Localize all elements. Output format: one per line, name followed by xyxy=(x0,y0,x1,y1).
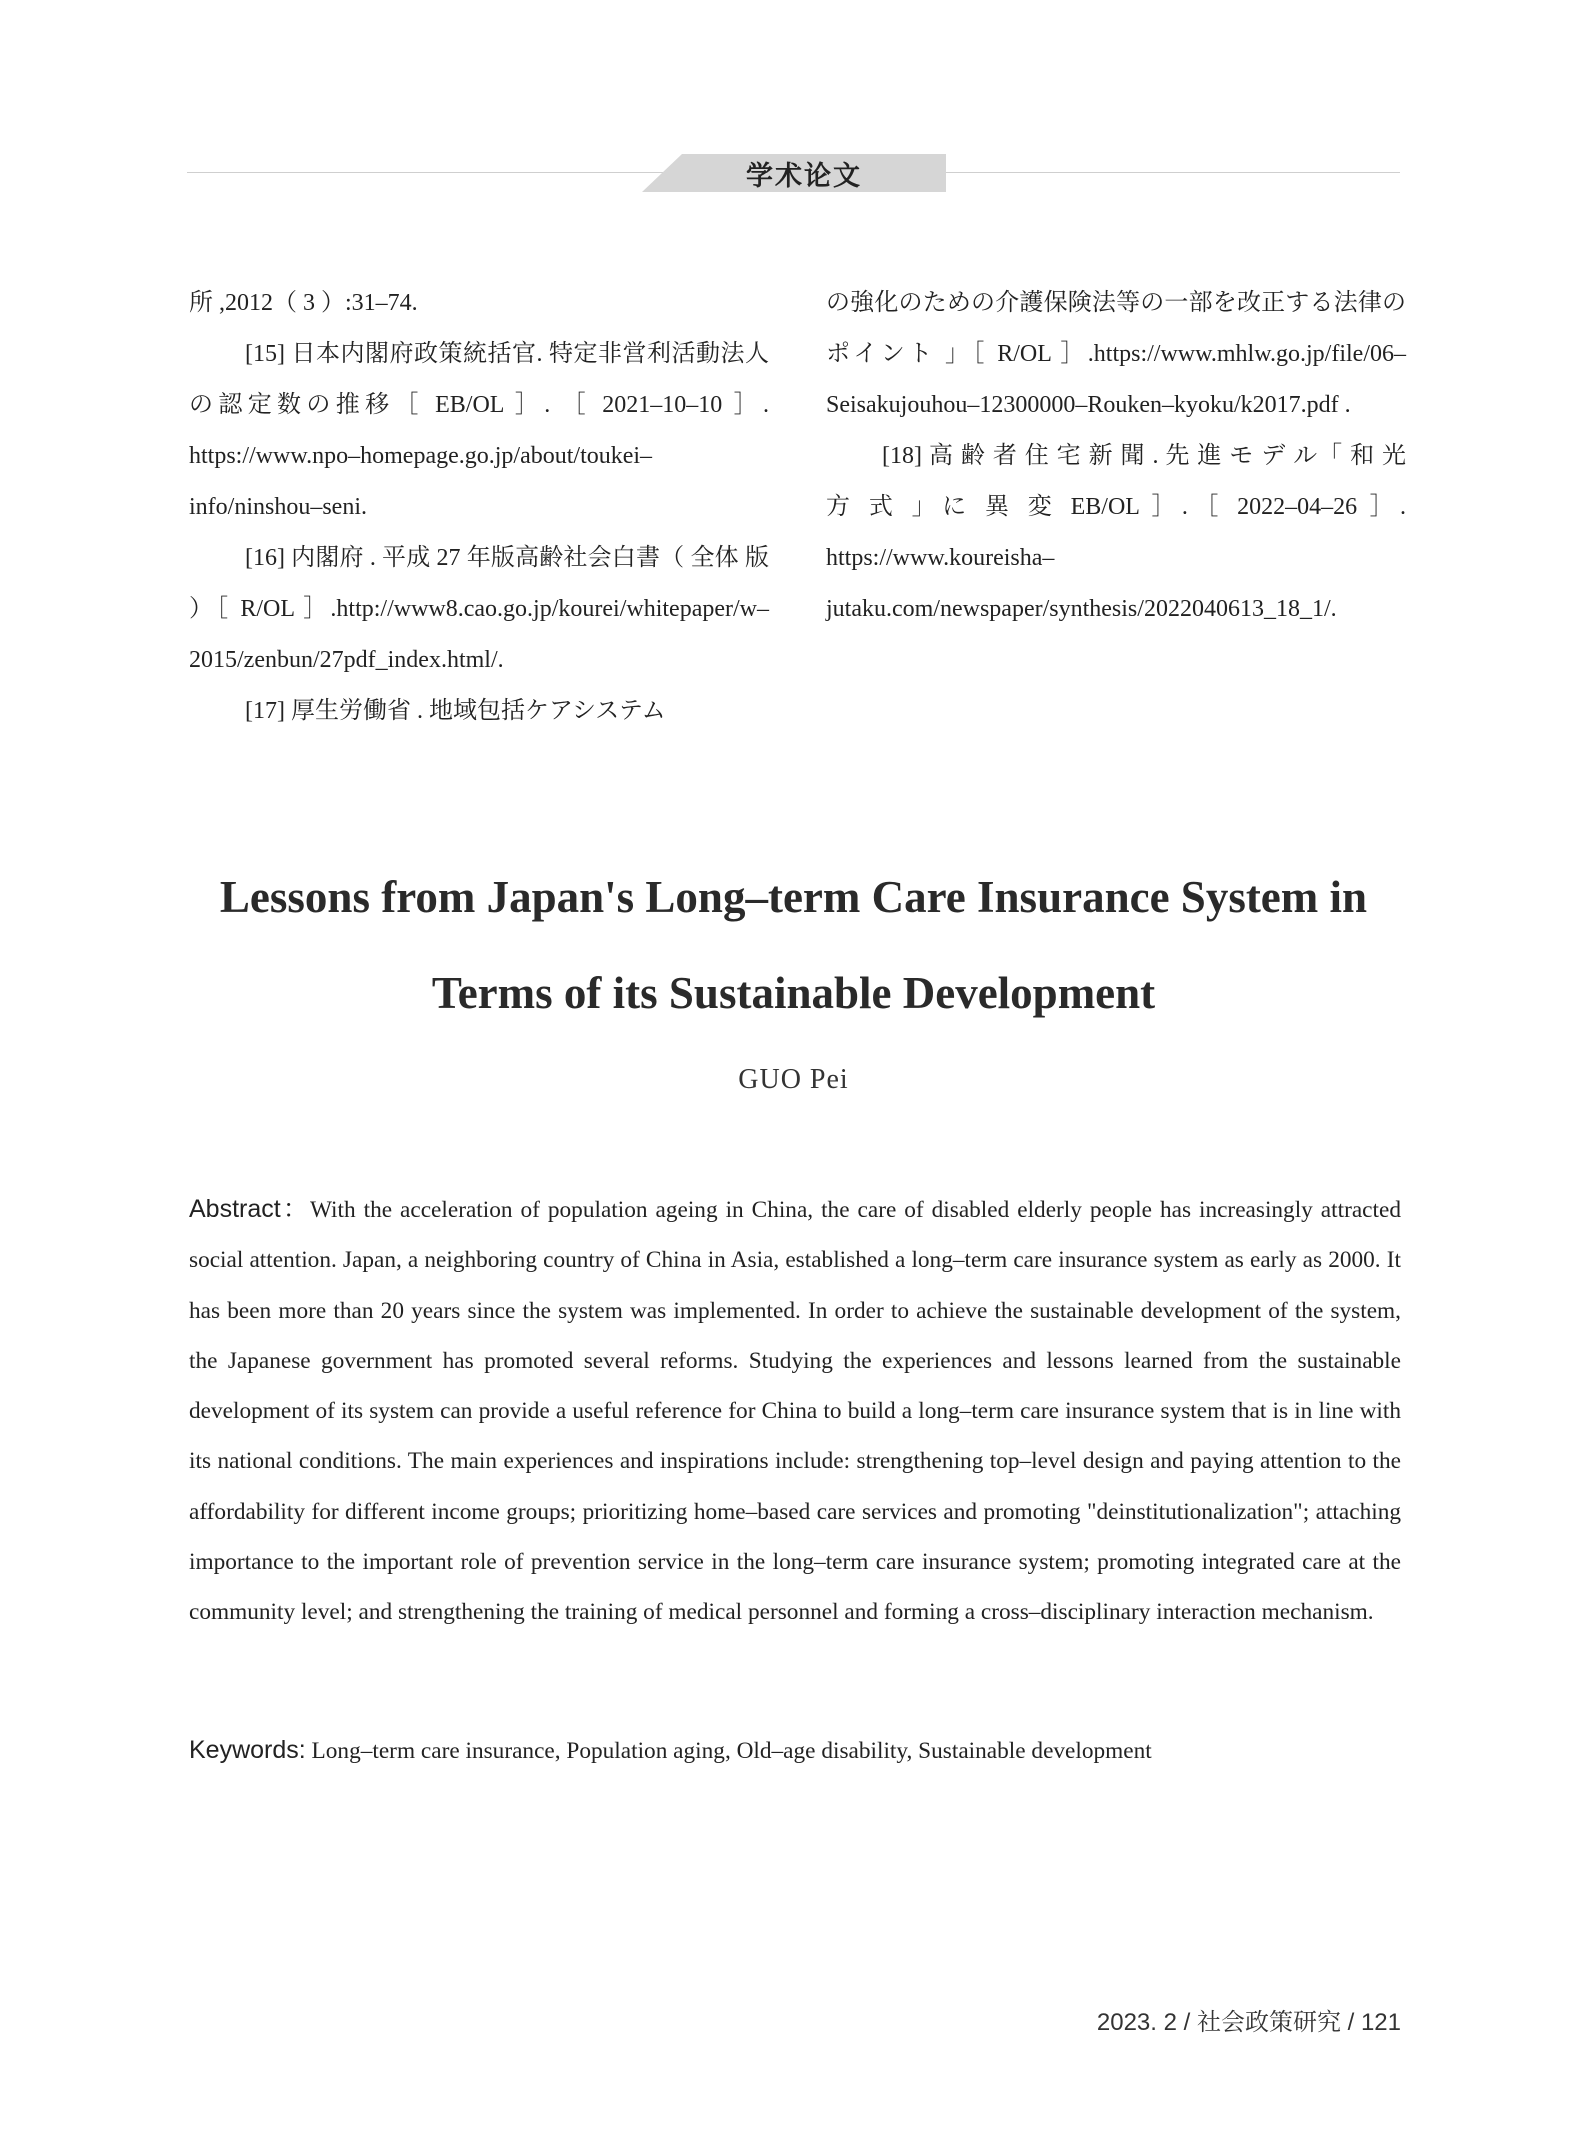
article-author: GUO Pei xyxy=(738,1064,849,1095)
reference-item: [15] 日本内閣府政策統括官. 特定非営利活動法人の認定数の推移［ EB/OL ］. ［ 2021–10–10 ］. https://www.npo–homepage.go.jp/about/toukei–info/ninshou–seni. xyxy=(189,341,769,520)
page-footer: 2023. 2 / 社会政策研究 / 121 xyxy=(1096,2009,1401,2036)
article-title-line-1: Lessons from Japan's Long–term Care Insurance System in xyxy=(219,872,1368,922)
abstract xyxy=(189,1184,1401,1638)
references-right-column xyxy=(826,278,1406,635)
references-left-column xyxy=(189,278,769,737)
keywords xyxy=(189,1730,1401,1771)
keywords-label: Keywords: xyxy=(189,1736,306,1764)
reference-item: [17] 厚生労働省 . 地域包括ケアシステム xyxy=(245,698,666,724)
reference-item: の強化のための介護保険法等の一部を改正する法律のポイント 」［ R/OL ］.https://www.mhlw.go.jp/file/06–Seisakujouhou–12300000–Rouken–kyoku/k2017.pdf . xyxy=(826,290,1406,418)
reference-item: 所 ,2012（ 3 ）:31–74. xyxy=(189,290,418,316)
reference-item: [16] 内閣府 . 平成 27 年版高齢社会白書（ 全体 版 ）［ R/OL ］.http://www8.cao.go.jp/kourei/whitepaper/w–2015/zenbun/27pdf_index.html/. xyxy=(189,545,769,673)
reference-item: [18] 高 齢 者 住 宅 新 聞 . 先 進 モ デ ル「 和 光 方 式 」に 異 変 EB/OL ］.［ 2022–04–26 ］. https://www.koureisha–jutaku.com/newspaper/synthesis/2022040613_18_1/. xyxy=(826,443,1406,622)
abstract-text: With the acceleration of population ageing in China, the care of disabled elderly people has increasingly attracted social attention. Japan, a neighboring country of China in Asia, established a long–term care insurance system as early as 2000. It has been more than 20 years since the system was implemented. In order to achieve the sustainable development of the system, the Japanese government has promoted several reforms. Studying the experiences and lessons learned from the sustainable development of its system can provide a useful reference for China to build a long–term care insurance system that is in line with its national conditions. The main experiences and inspirations include: strengthening top–level design and paying attention to the affordability for different income groups; prioritizing home–based care services and promoting "deinstitutionalization"; attaching importance to the important role of prevention service in the long–term care insurance system; promoting integrated care at the community level; and strengthening the training of medical personnel and forming a cross–disciplinary interaction mechanism. xyxy=(189,1197,1401,1626)
abstract-label: Abstract： xyxy=(189,1195,310,1223)
keywords-text: Long–term care insurance, Population aging, Old–age disability, Sustainable development xyxy=(311,1738,1152,1764)
article-title-line-2: Terms of its Sustainable Development xyxy=(431,968,1156,1018)
section-label: 学术论文 xyxy=(746,160,862,191)
